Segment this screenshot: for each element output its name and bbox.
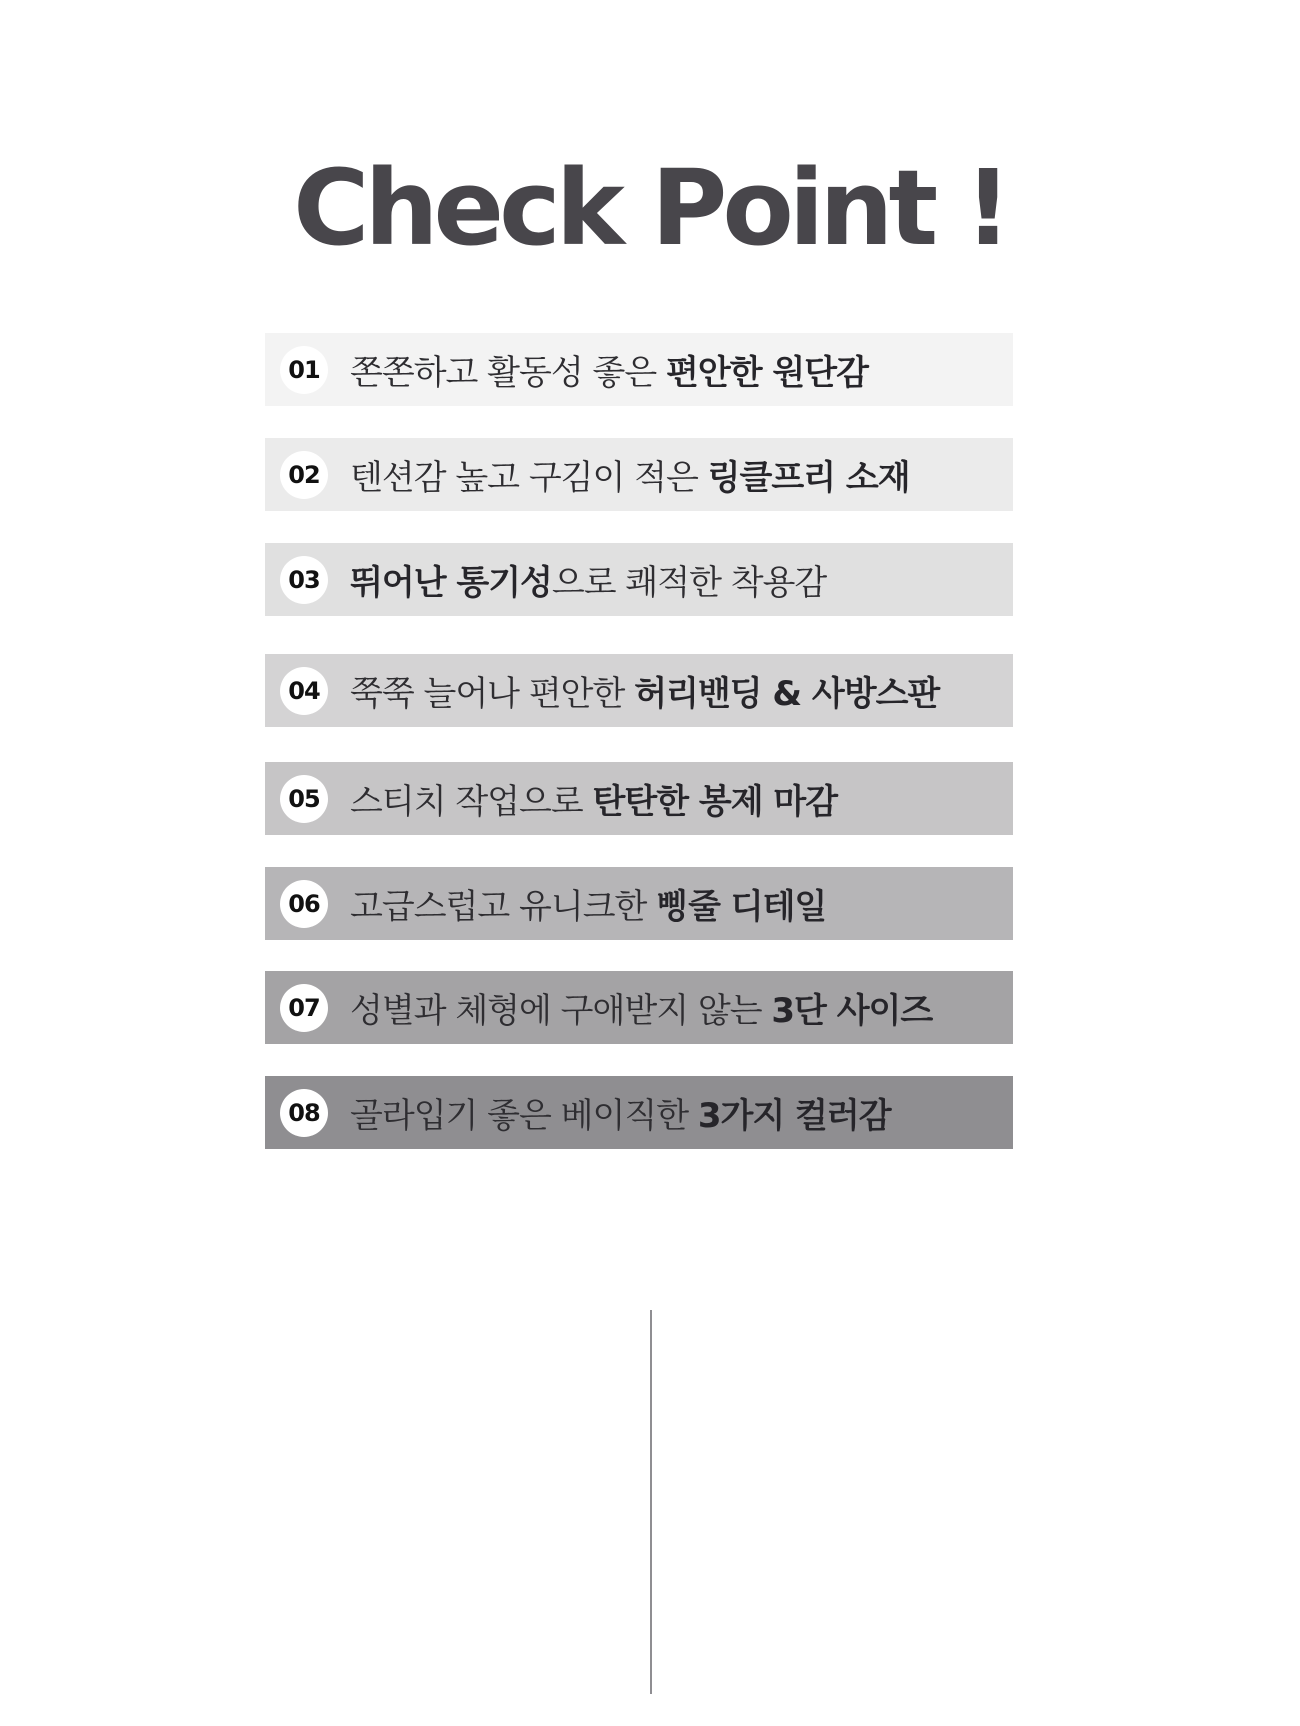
point-text xyxy=(350,983,932,1032)
point-text-regular: 스티치 작업으로 xyxy=(350,782,593,822)
point-number-badge: 03 xyxy=(280,556,328,604)
point-text-bold: 허리밴딩 & 사방스판 xyxy=(634,674,940,714)
point-text-regular: 고급스럽고 유니크한 xyxy=(350,887,657,927)
point-text-regular: 골라입기 좋은 베이직한 xyxy=(350,1096,698,1136)
point-text xyxy=(350,450,910,499)
point-number-badge: 08 xyxy=(280,1089,328,1137)
point-text-regular: 성별과 체형에 구애받지 않는 xyxy=(350,991,772,1031)
point-text-regular: 텐션감 높고 구김이 적은 xyxy=(350,458,708,498)
page-title: Check Point ! xyxy=(293,147,1007,269)
point-text-bold: 편안한 원단감 xyxy=(666,353,868,393)
check-point-row-4 xyxy=(265,654,1013,727)
point-text-bold: 링클프리 소재 xyxy=(707,458,910,498)
point-number-badge: 01 xyxy=(280,346,328,394)
point-text xyxy=(350,1088,891,1137)
point-text-regular: 쫀쫀하고 활동성 좋은 xyxy=(350,353,667,393)
point-text-bold: 탄탄한 봉제 마감 xyxy=(592,782,838,822)
check-point-row-6 xyxy=(265,867,1013,940)
check-point-row-1 xyxy=(265,333,1013,406)
check-point-row-5 xyxy=(265,762,1013,835)
point-number-badge: 02 xyxy=(280,451,328,499)
check-point-row-7 xyxy=(265,971,1013,1044)
point-number-badge: 04 xyxy=(280,667,328,715)
check-point-row-2 xyxy=(265,438,1013,511)
point-text xyxy=(350,555,826,604)
point-number-badge: 06 xyxy=(280,880,328,928)
point-text xyxy=(350,879,826,928)
check-point-row-3 xyxy=(265,543,1013,616)
point-text-bold: 3가지 컬러감 xyxy=(697,1096,891,1136)
point-text-bold: 3단 사이즈 xyxy=(771,991,933,1031)
point-number-badge: 05 xyxy=(280,775,328,823)
point-text-bold: 삥줄 디테일 xyxy=(656,887,827,927)
point-text xyxy=(350,345,868,394)
point-text-after: 으로 쾌적한 착용감 xyxy=(551,563,827,603)
point-text-bold: 뛰어난 통기성 xyxy=(350,563,552,603)
vertical-divider-line xyxy=(650,1310,652,1694)
point-text xyxy=(350,774,837,823)
point-text-regular: 쭉쭉 늘어나 편안한 xyxy=(350,674,635,714)
check-point-row-8 xyxy=(265,1076,1013,1149)
point-text xyxy=(350,666,939,715)
point-number-badge: 07 xyxy=(280,984,328,1032)
